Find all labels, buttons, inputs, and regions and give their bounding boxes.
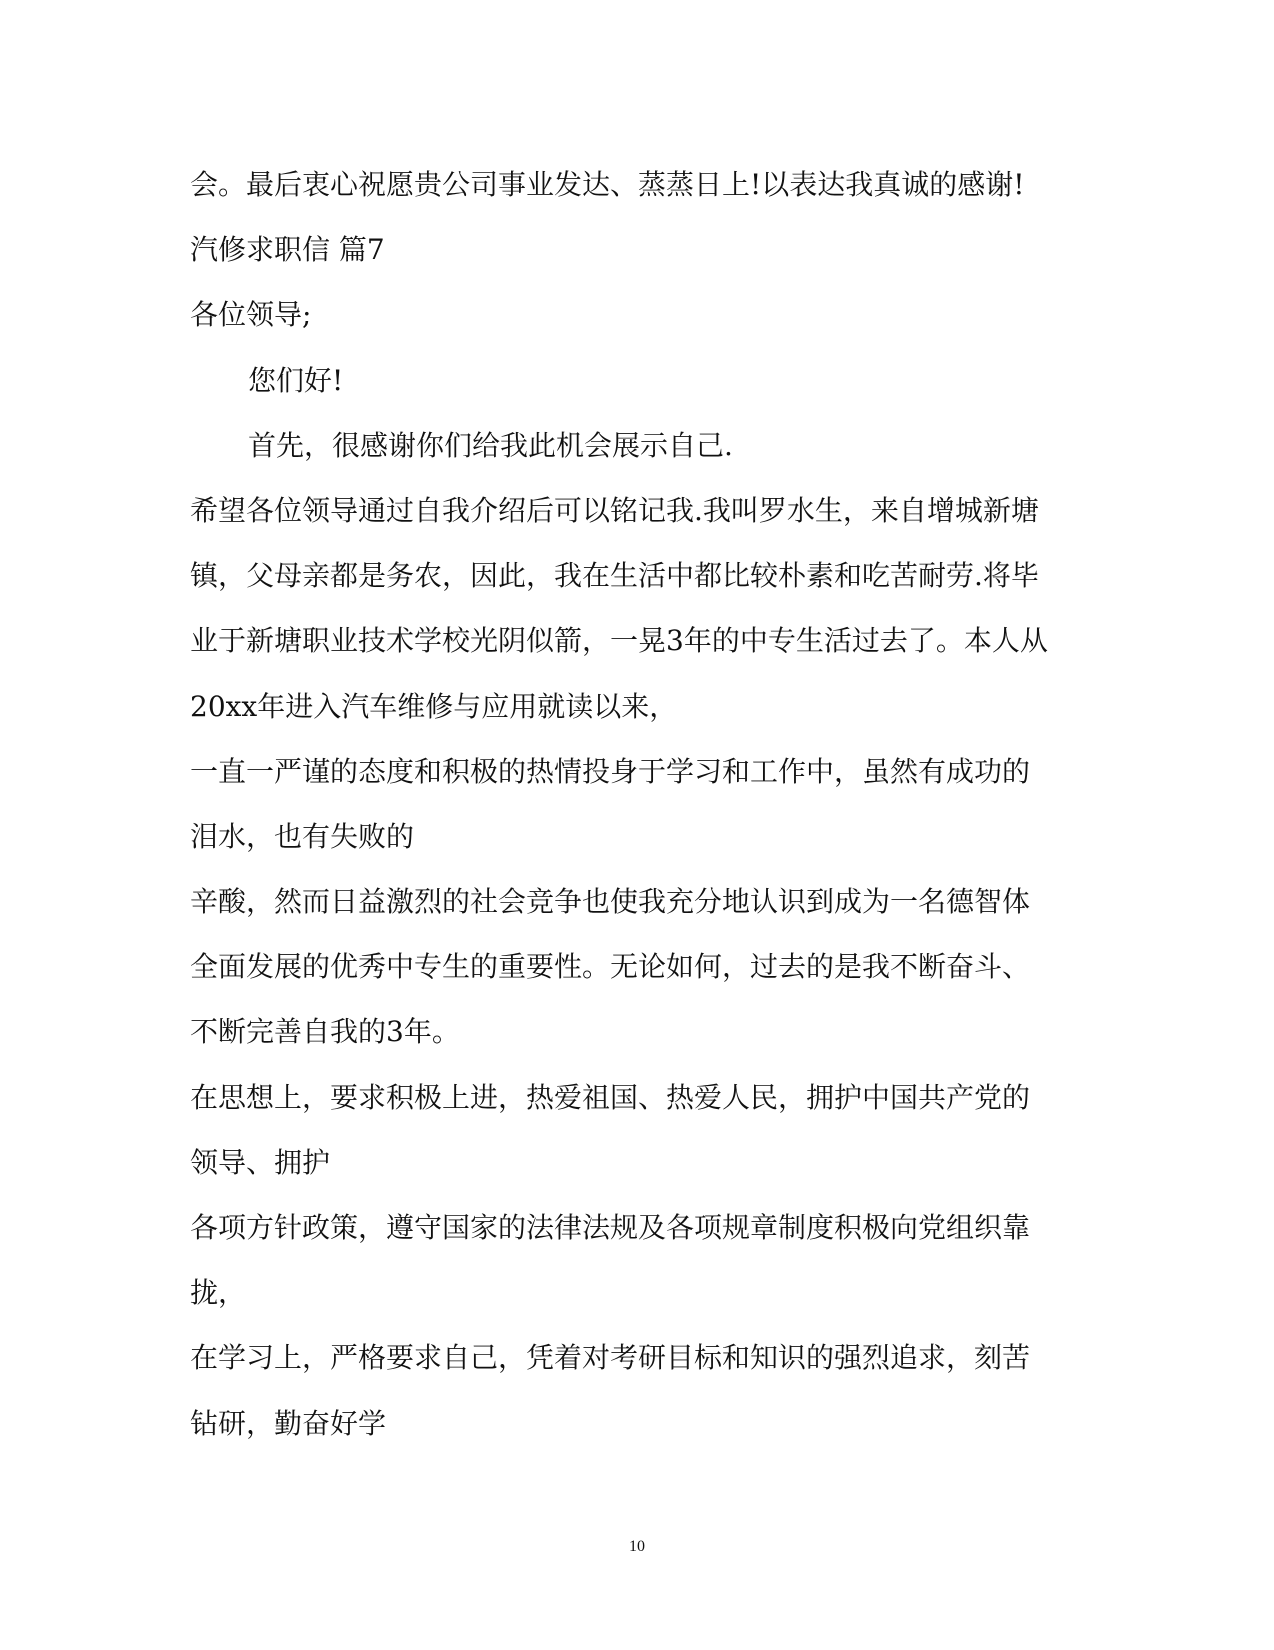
text-line: 泪水，也有失败的	[190, 819, 415, 853]
text-line: 不断完善自我的3年。	[190, 1015, 460, 1049]
greeting: 您们好!	[248, 363, 344, 397]
text-line: 各项方针政策，遵守国家的法律法规及各项规章制度积极向党组织靠	[190, 1211, 1031, 1244]
text-line: 一直一严谨的态度和积极的热情投身于学习和工作中，虽然有成功的	[190, 754, 1031, 788]
text-line: 全面发展的优秀中专生的重要性。无论如何，过去的是我不断奋斗、	[190, 950, 1031, 984]
document-body	[190, 159, 1090, 1463]
text-line: 业于新塘职业技术学校光阴似箭，一晃3年的中专生活过去了。本人从	[190, 624, 1048, 658]
text-line: 会。最后衷心祝愿贵公司事业发达、蒸蒸日上!以表达我真诚的感谢!	[190, 168, 1025, 201]
text-line: 辛酸，然而日益激烈的社会竞争也使我充分地认识到成为一名德智体	[190, 885, 1031, 919]
text-line: 领导、拥护	[190, 1145, 331, 1179]
text-line: 20xx年进入汽车维修与应用就读以来，	[190, 689, 678, 723]
page-number: 10	[629, 1538, 645, 1555]
text-line: 钻研，勤奋好学	[190, 1406, 387, 1440]
text-line: 在思想上，要求积极上进，热爱祖国、热爱人民，拥护中国共产党的	[190, 1080, 1031, 1114]
salutation: 各位领导;	[190, 298, 312, 332]
text-line: 希望各位领导通过自我介绍后可以铭记我.我叫罗水生，来自增城新塘	[190, 493, 1039, 527]
text-line: 拢，	[190, 1276, 247, 1310]
text-line: 镇，父母亲都是务农，因此，我在生活中都比较朴素和吃苦耐劳.将毕	[190, 559, 1039, 593]
text-line: 在学习上，严格要求自己，凭着对考研目标和知识的强烈追求，刻苦	[190, 1341, 1031, 1375]
text-line: 首先，很感谢你们给我此机会展示自己.	[248, 428, 733, 462]
section-heading: 汽修求职信 篇7	[190, 233, 385, 267]
